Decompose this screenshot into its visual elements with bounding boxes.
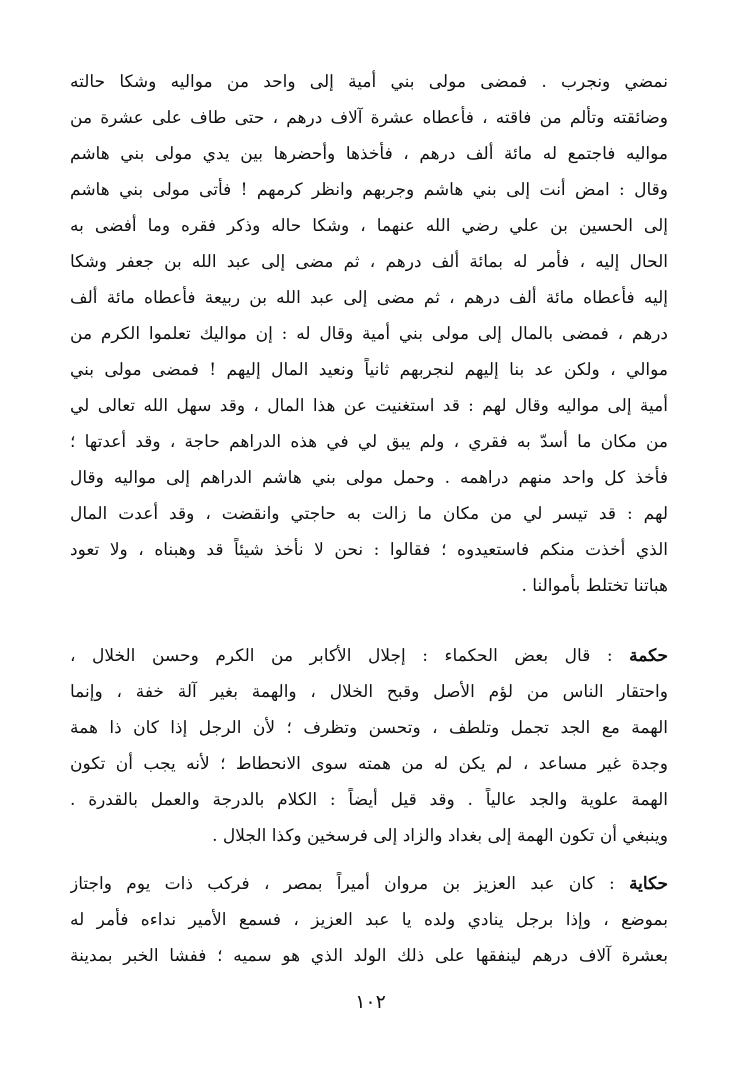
- text-line: فأخذ كل واحد منهم دراهمه . وحمل مولى بني هاشم الدراهم إلى مواليه وقال: [70, 468, 668, 488]
- text-line: الحال إليه ، فأمر له بمائة ألف درهم ، ثم مضى إلى عبد الله بن جعفر وشكا: [70, 252, 668, 272]
- text-line: الذي أخذت منكم فاستعيدوه ؛ فقالوا : نحن لا نأخذ شيئاً قد وهبناه ، ولا تعود: [70, 540, 668, 560]
- text-line: الهمة مع الجد تجمل وتلطف ، وتحسن وتظرف ؛ لأن الرجل إذا كان ذا همة: [70, 718, 668, 738]
- page-number: ١٠٢: [355, 991, 386, 1013]
- text-line: وقال : امض أنت إلى بني هاشم وجربهم وانظر كرمهم ! فأتى مولى بني هاشم: [70, 180, 668, 200]
- text-line: إلى الحسين بن علي رضي الله عنهما ، وشكا حاله وذكر فقره وما أفضى به: [70, 216, 668, 236]
- text-line: من مكان ما أسدّ به فقري ، ولم يبق لي في هذه الدراهم حاجة ، وقد أعدتها ؛: [70, 432, 668, 452]
- text-line: موالي ، ولكن عد بنا إليهم لنجربهم ثانياً ونعيد المال إليهم ! فمضى مولى بني: [70, 360, 668, 380]
- text-line: وينبغي أن تكون الهمة إلى بغداد والزاد إلى فرسخين وكذا الجلال .: [212, 826, 668, 846]
- text-line: مواليه فاجتمع له مائة ألف درهم ، فأخذها وأحضرها بين يدي مولى بني هاشم: [70, 144, 668, 164]
- text-span: : قال بعض الحكماء : إجلال الأكابر من الكرم وحسن الخلال ،: [70, 646, 630, 666]
- text-line: هباتنا تختلط بأموالنا .: [521, 576, 668, 596]
- text-line: [70, 644, 668, 668]
- text-line: بعشرة آلاف درهم لينفقها على ذلك الولد الذي هو سميه ؛ ففشا الخبر بمدينة: [70, 946, 668, 966]
- section-heading-story: حكاية: [629, 874, 668, 894]
- text-span: : كان عبد العزيز بن مروان أميراً بمصر ، فركب ذات يوم واجتاز: [70, 874, 630, 894]
- text-line: إليه فأعطاه مائة ألف درهم ، ثم مضى إلى عبد الله بن ربيعة فأعطاه مائة ألف: [70, 288, 668, 308]
- text-line: وجدة غير مساعد ، لم يكن له من همته سوى الانحطاط ؛ لأنه يجب أن تكون: [70, 754, 668, 774]
- text-line: وضائقته وتألم من فاقته ، فأعطاه عشرة آلاف درهم ، حتى طاف على عشرة من: [70, 108, 668, 128]
- text-line: بموضع ، وإذا برجل ينادي ولده يا عبد العزيز ، فسمع الأمير نداءه فأمر له: [70, 910, 668, 930]
- text-line: الهمة علوية والجد عالياً . وقد قيل أيضاً : الكلام بالدرجة والعمل بالقدرة .: [70, 790, 668, 810]
- text-line: نمضي ونجرب . فمضى مولى بني أمية إلى واحد من مواليه وشكا حالته: [70, 72, 668, 92]
- text-line: أمية إلى مواليه وقال لهم : قد استغنيت عن هذا المال ، وقد سهل الله تعالى لي: [70, 396, 668, 416]
- text-line: درهم ، فمضى بالمال إلى مولى بني أمية وقال له : إن مواليك تعلموا الكرم من: [70, 324, 668, 344]
- text-line: لهم : قد تيسر لي من مكان ما زالت به حاجتي وانقضت ، وقد أعدت المال: [70, 504, 668, 524]
- text-line: [70, 872, 668, 896]
- text-line: واحتقار الناس من لؤم الأصل وقبح الخلال ، والهمة بغير آلة خفة ، وإنما: [70, 682, 668, 702]
- section-heading-wisdom: حكمة: [629, 646, 668, 666]
